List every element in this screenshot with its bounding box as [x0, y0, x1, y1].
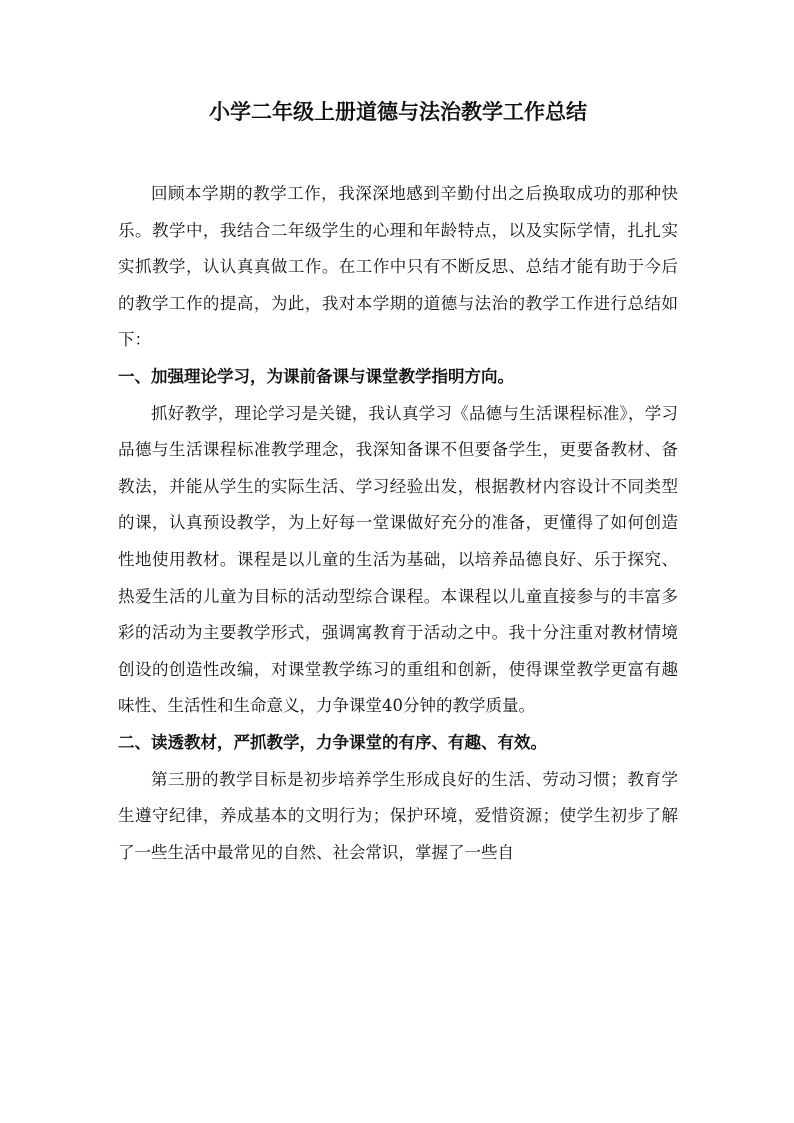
document-page [118, 96, 678, 871]
section-heading-1: 一、加强理论学习，为课前备课与课堂教学指明方向。 [118, 366, 514, 386]
section-body-2: 第三册的教学目标是初步培养学生形成良好的生活、劳动习惯；教育学生遵守纪律，养成基本的文明行为；保护环境，爱惜资源；使学生初步了解了一些生活中最常见的自然、社会常识，掌握了一些自 [118, 769, 678, 862]
document-title: 小学二年级上册道德与法治教学工作总结 [209, 100, 587, 124]
section-body-1: 抓好教学，理论学习是关键，我认真学习《品德与生活课程标准》，学习品德与生活课程标准教学理念，我深知备课不但要备学生，更要备教材、备教法，并能从学生的实际生活、学习经验出发，根据教材内容设计不同类型的课，认真预设教学，为上好每一堂课做好充分的准备，更懂得了如何创造性地使用教材。课程是以儿童的生活为基础，以培养品德良好、乐于探究、热爱生活的儿童为目标的活动型综合课程。本课程以儿童直接参与的丰富多彩的活动为主要教学形式，强调寓教育于活动之中。我十分注重对教材情境创设的创造性改编，对课堂教学练习的重组和创新，使得课堂教学更富有趣味性、生活性和生命意义，力争课堂40分钟的教学质量。 [118, 403, 678, 716]
section-heading-2: 二、读透教材，严抓教学，力争课堂的有序、有趣、有效。 [118, 732, 547, 752]
intro-paragraph: 回顾本学期的教学工作，我深深地感到辛勤付出之后换取成功的那种快乐。教学中，我结合二年级学生的心理和年龄特点，以及实际学情，扎扎实实抓教学，认认真真做工作。在工作中只有不断反思、总结才能有助于今后的教学工作的提高，为此，我对本学期的道德与法治的教学工作进行总结如下： [118, 184, 678, 350]
